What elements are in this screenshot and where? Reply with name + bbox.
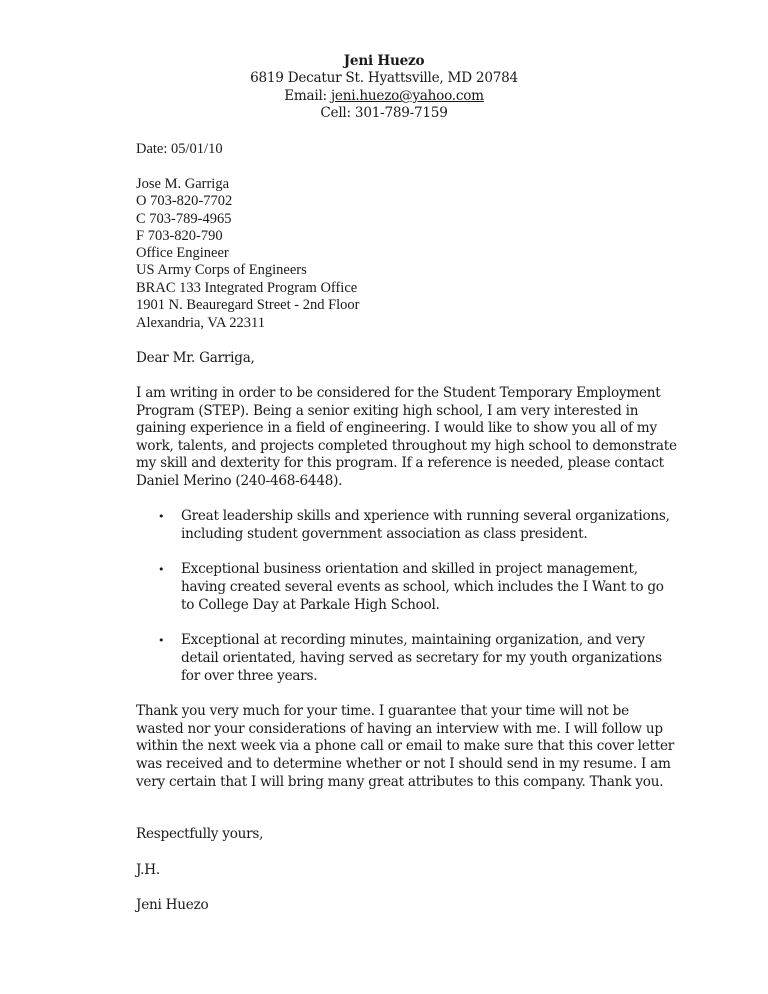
recipient-line: C 703-789-4965 bbox=[136, 211, 232, 227]
sender-cell: Cell: 301-789-7159 bbox=[320, 105, 448, 121]
intro-line: my skill and dexterity for this program. If a reference is needed, please contact bbox=[136, 455, 664, 471]
recipient-line: BRAC 133 Integrated Program Office bbox=[136, 280, 358, 296]
salutation: Dear Mr. Garriga, bbox=[136, 350, 255, 366]
intro-line: work, talents, and projects completed throughout my high school to demonstrate bbox=[136, 438, 677, 454]
bullet-line: including student government association as class president. bbox=[181, 526, 588, 542]
bullet-line: to College Day at Parkale High School. bbox=[181, 597, 440, 613]
recipient-line: US Army Corps of Engineers bbox=[136, 262, 307, 278]
initials: J.H. bbox=[136, 862, 160, 878]
bullet-line: Great leadership skills and xperience with running several organizations, bbox=[181, 508, 670, 524]
bullet-line: Exceptional at recording minutes, maintaining organization, and very bbox=[181, 632, 645, 648]
bullet-icon: • bbox=[158, 510, 165, 523]
sender-name: Jeni Huezo bbox=[343, 53, 425, 69]
closing-line: wasted nor your considerations of having an interview with me. I will follow up bbox=[136, 721, 663, 737]
bullet-icon: • bbox=[158, 563, 165, 576]
recipient-line: Jose M. Garriga bbox=[136, 176, 230, 192]
recipient-line: F 703-820-790 bbox=[136, 228, 223, 244]
recipient-line: Alexandria, VA 22311 bbox=[136, 315, 266, 331]
closing-line: Thank you very much for your time. I guarantee that your time will not be bbox=[136, 703, 629, 719]
email-link[interactable]: jeni.huezo@yahoo.com bbox=[330, 88, 484, 104]
intro-line: I am writing in order to be considered for the Student Temporary Employment bbox=[136, 385, 661, 401]
recipient-line: 1901 N. Beauregard Street - 2nd Floor bbox=[136, 297, 360, 313]
bullet-icon: • bbox=[158, 634, 165, 647]
intro-line: Daniel Merino (240-468-6448). bbox=[136, 473, 343, 489]
bullet-line: detail orientated, having served as secretary for my youth organizations bbox=[181, 650, 662, 666]
intro-line: Program (STEP). Being a senior exiting high school, I am very interested in bbox=[136, 403, 639, 419]
closing-line: within the next week via a phone call or email to make sure that this cover letter bbox=[136, 738, 675, 754]
bullet-line: for over three years. bbox=[181, 668, 318, 684]
sender-address: 6819 Decatur St. Hyattsville, MD 20784 bbox=[250, 70, 518, 86]
bullet-line: Exceptional business orientation and skilled in project management, bbox=[181, 561, 638, 577]
recipient-line: O 703-820-7702 bbox=[136, 193, 233, 209]
recipient-line: Office Engineer bbox=[136, 245, 229, 261]
email-label: Email: bbox=[284, 88, 331, 104]
closing-line: very certain that I will bring many great attributes to this company. Thank you. bbox=[136, 774, 664, 790]
closing-line: was received and to determine whether or not I should send in my resume. I am bbox=[136, 756, 671, 772]
letter-date: Date: 05/01/10 bbox=[136, 141, 223, 157]
sender-email-line bbox=[0, 88, 768, 106]
bullet-line: having created several events as school, which includes the I Want to go bbox=[181, 579, 664, 595]
intro-line: gaining experience in a field of engineering. I would like to show you all of my bbox=[136, 420, 657, 436]
signature-name: Jeni Huezo bbox=[136, 897, 209, 913]
signoff: Respectfully yours, bbox=[136, 826, 264, 842]
